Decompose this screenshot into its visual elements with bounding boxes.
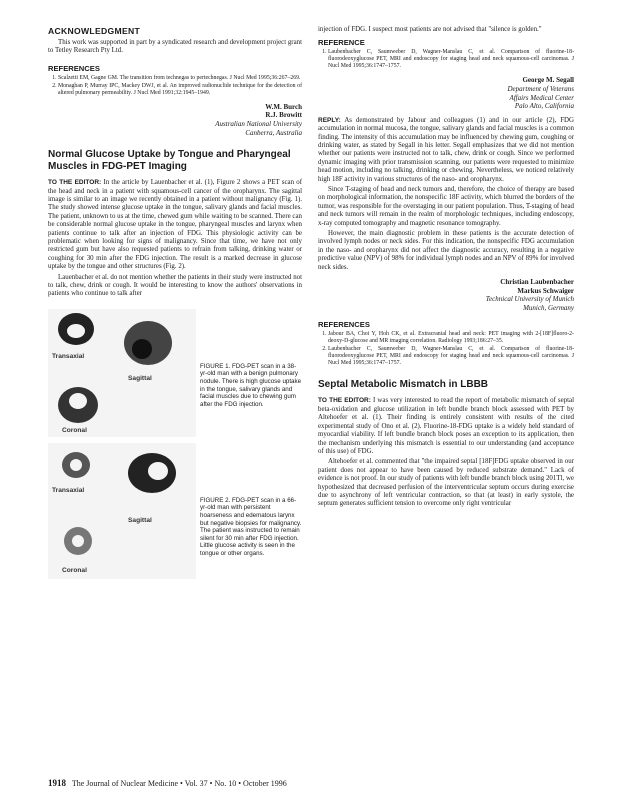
ack-text: This work was supported in part by a syndicated research and development project grant to Tetley Research Pty Ltd.: [48, 39, 302, 55]
body-paragraph: injection of FDG. I suspect most patients are not advised that "silence is golden.": [318, 26, 542, 33]
signature-block: [48, 103, 302, 137]
figure-1: [48, 309, 302, 439]
reference-list: [318, 331, 574, 367]
author-name: George M. Segall: [522, 76, 574, 85]
references-heading: REFERENCES: [48, 63, 100, 73]
reference-list: [318, 49, 574, 70]
body-paragraph: However, the main diagnostic problem in these patients is the accurate detection of involved lymph nodes or neck sides. For this indication, the nonspecific FDG accumulation in the naso- and oropharynx did not affect the diagnostic accuracy, resulting in a negative predictive value (NPV) of 98% for individual lymph nodes and an NPV of 89% for involved neck sides.: [318, 230, 574, 271]
label-sagittal: Sagittal: [128, 516, 152, 524]
author-name: R.J. Browitt: [265, 111, 302, 120]
author-affiliation: Australian National University: [215, 120, 302, 128]
author-affiliation: Affairs Medical Center: [509, 93, 574, 102]
journal-info: The Journal of Nuclear Medicine • Vol. 37 • No. 10 • October 1996: [71, 779, 287, 788]
body-paragraph: Altehoefer et al. commented that "the impaired septal [18F]FDG uptake observed in our patient does not appear to have been caused by reduced substrate demand." Lack of evidence is not proof. In our study of patients with left bundle branch block using 201Tl, we hypothesized that decreased perfusion of the interventricular septum occurs during exercise due to asynchrony of left ventricular contraction, so that (at least) in early systole, the septum generates sufficient tension to overcome only right ventricular: [318, 458, 574, 508]
signature-block: [318, 76, 574, 110]
body-paragraph: Lauenbacher et al. do not mention whether the patients in their study were instructed not to talk, chew, drink or cough. It would be interesting to know the authors' observations in patients who continue to talk after: [48, 273, 302, 298]
author-name: Christian Laubenbacher: [500, 278, 574, 287]
signature-block: [318, 278, 574, 312]
author-affiliation: Canberra, Australia: [245, 128, 302, 137]
reference-heading: REFERENCE: [318, 38, 365, 48]
references-heading: REFERENCES: [318, 320, 370, 330]
author-affiliation: Department of Veterans: [507, 85, 574, 93]
page-number: 1918: [48, 778, 66, 788]
article-title: Normal Glucose Uptake by Tongue and Pharyngeal Muscles in FDG-PET Imaging: [48, 149, 291, 173]
label-coronal: Coronal: [62, 566, 87, 574]
reference-item: 2. Laubenbacher C, Saumweber D, Wagner-Manslau C, et al. Comparison of fluorine-18-fluorodeoxyglucose PET, MRI and endoscopy for staging head and neck squamous-cell carcinomas. J Nucl Med 1995;36:1747–1757.: [328, 346, 574, 367]
reference-item: 1. Laubenbacher C, Saumweber D, Wagner-Manslau C, et al. Comparison of fluorine-18-fluorodeoxyglucose PET, MRI and endoscopy for staging head and neck squamous-cell carcinomas. J Nucl Med 1995;36:1747–1757.: [328, 49, 574, 70]
pet-scan-image: [48, 443, 196, 579]
author-affiliation: Technical University of Munich: [485, 295, 574, 304]
body-paragraph: [318, 397, 574, 456]
label-transaxial: Transaxial: [52, 486, 85, 494]
author-affiliation: Munich, Germany: [523, 303, 574, 312]
left-column: [48, 26, 302, 585]
author-affiliation: Palo Alto, California: [514, 102, 574, 111]
paragraph-text: I was very interested to read the report of metabolic mismatch of septal beta-oxidation and glucose utilization in left bundle branch block assessed with PET by Altehoefer et al. (1). Their finding is entirely consistent with results of the cited experimental study of Ono et al. (2). Fluorine-18-FDG uptake is a widely held standard of myocardial viability. If left bundle branch block poses an exception to its application, then the mechanism underlying this mismatch is essential to our understanding (and acceptance of this use) of FDG.: [318, 397, 575, 455]
reference-item: 1. Scalzetti EM, Gagne GM. The transition from technegas to pertechnegas. J Nucl Med 1995;36:267–269.: [58, 75, 302, 82]
page-footer: [48, 778, 574, 788]
author-name: Markus Schwaiger: [517, 286, 574, 295]
lead-in: REPLY:: [318, 116, 341, 124]
body-paragraph: [48, 179, 302, 271]
figure-2: [48, 443, 302, 581]
reference-list: [48, 75, 302, 97]
body-paragraph: [318, 117, 574, 184]
reference-item: 2. Monaghan P, Murray IPC, Mackey DWJ, et al. An improved radionuclide technique for the detection of altered pulmonary permeability. J Nucl Med 1991;32:1945–1949.: [58, 83, 302, 97]
pet-scan-image: [48, 309, 196, 437]
figure-caption: FIGURE 2. FDG-PET scan in a 66-yr-old man with persistent hoarseness and edematous larynx but negative biopsies for malignancy. The patient was instructed to remain silent for 30 min after FDG injection. Little glucose activity is seen in the tongue or other organs.: [200, 496, 302, 558]
body-paragraph: Since T-staging of head and neck tumors and, therefore, the choice of therapy are based on morphological information, the nonspecific 18F activity, which blurred the borders of the tumor, was responsible for the overstaging in our patient population. Thus, T-staging of head and neck tumors will remain in the realm of morphologic techniques, including endoscopy, x-ray computed tomography and magnetic resonance tomography.: [318, 186, 574, 227]
paragraph-text: In the article by Lauenbacher et al. (1), Figure 2 shows a PET scan of the head and neck in a patient with squamous-cell cancer of the oropharynx. The sagittal image is similar to an image we recently obtained in a patient without malignancy (Fig. 1). The study showed intense glucose uptake in the tongue, salivary glands and facial muscles. The patient, unknown to us at the time, chewed gum while waiting to be scanned. There can be considerable normal glucose uptake in the tongue, pharyngeal muscles and larynx when patients continue to talk after an injection of FDG. This physiologic activity can be problematic when looking for signs of malignancy. Since that time, we have not only restricted gum but have also requested patients to refrain from talking, drinking water or coughing for 30 min after the FDG injection. The result is a marked decrease in glucose uptake by the tongue and other structures (Fig. 2).: [48, 179, 302, 271]
paragraph-text: As demonstrated by Jabour and colleagues (1) and in our article (2), FDG accumulation in normal mucosa, the tongue, salivary glands and facial muscles is a common finding. The intensity of this accumulation may be influenced by chewing gum, coughing or drinking water, as stated by Segall in his letter. Segall emphasizes that we did not mention whether our patients were instructed not to talk, chew, drink or cough. Since we performed dynamic imaging with prior transmission scanning, our patients were requested to minimize head motion, including no talking, drinking or chewing. Nevertheless, we noticed relatively high 18F activity in various structures of the naso- and oropharynx.: [318, 116, 574, 183]
label-transaxial: Transaxial: [52, 352, 85, 360]
author-name: W.M. Burch: [265, 102, 302, 111]
article-title: Septal Metabolic Mismatch in LBBB: [318, 379, 489, 391]
figure-caption: FIGURE 1. FDG-PET scan in a 38-yr-old man with a benign pulmonary nodule. There is high glucose uptake in the tongue, salivary glands and facial muscles due to chewing gum after the FDG injection.: [200, 362, 302, 408]
reference-item: 1. Jabour BA, Choi Y, Hoh CK, et al. Extracranial head and neck: PET imaging with 2-[18F]fluoro-2-deoxy-D-glucose and MR imaging correlation. Radiology 1993;186:27–35.: [328, 331, 574, 345]
lead-in: TO THE EDITOR:: [318, 397, 371, 405]
label-sagittal: Sagittal: [128, 374, 152, 382]
lead-in: TO THE EDITOR:: [48, 179, 102, 187]
label-coronal: Coronal: [62, 426, 87, 434]
right-column: [318, 26, 574, 511]
ack-heading: ACKNOWLEDGMENT: [48, 26, 141, 36]
